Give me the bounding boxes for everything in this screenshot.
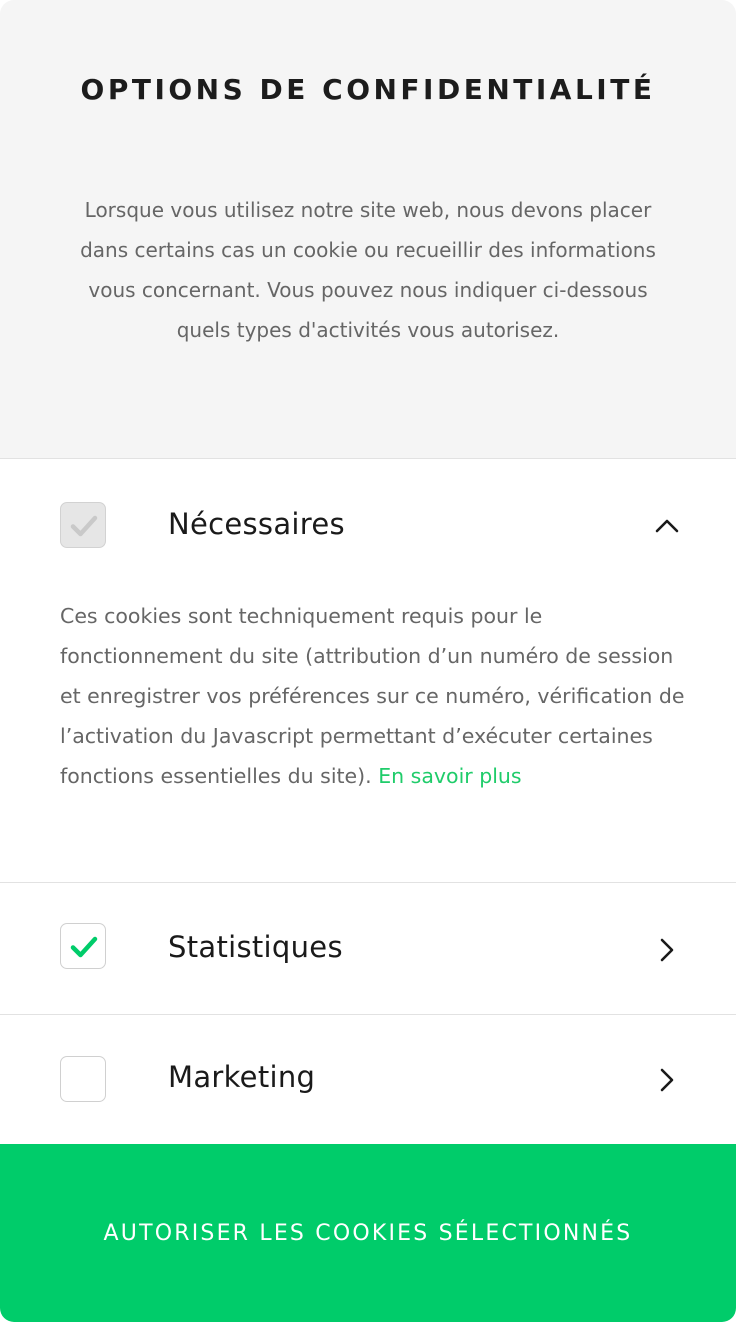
necessary-description bbox=[60, 596, 690, 796]
checkmark-icon bbox=[70, 934, 98, 960]
chevron-up-icon[interactable] bbox=[652, 511, 682, 541]
allow-selected-cookies-button[interactable]: AUTORISER LES COOKIES SÉLECTIONNÉS bbox=[0, 1144, 736, 1322]
necessary-description-text: Ces cookies sont techniquement requis pour le fonctionnement du site (attribution d’un numéro de session et enregistrer vos préférences sur ce numéro, vérification de l’activation du Javascript permettant d’exécuter certaines fonctions essentielles du site). bbox=[60, 604, 685, 788]
modal-title bbox=[0, 68, 736, 112]
modal-header bbox=[0, 0, 736, 459]
statistics-label[interactable]: Statistiques bbox=[168, 930, 343, 964]
category-statistics bbox=[0, 883, 736, 1015]
modal-title-text: OPTIONS DE CONFIDENTIALITÉ bbox=[80, 73, 656, 106]
necessary-checkbox bbox=[60, 502, 106, 548]
statistics-checkbox[interactable] bbox=[60, 923, 106, 969]
checkmark-icon bbox=[70, 513, 98, 539]
chevron-right-icon[interactable] bbox=[652, 1065, 682, 1095]
learn-more-link[interactable]: En savoir plus bbox=[378, 764, 522, 788]
category-marketing bbox=[0, 1015, 736, 1144]
category-necessary bbox=[0, 459, 736, 883]
chevron-right-icon[interactable] bbox=[652, 935, 682, 965]
marketing-label[interactable]: Marketing bbox=[168, 1060, 316, 1094]
necessary-label: Nécessaires bbox=[168, 507, 345, 541]
intro-text: Lorsque vous utilisez notre site web, nous devons placer dans certains cas un cookie ou recueillir des informations vous concernant. Vous pouvez nous indiquer ci-dessous quels types d'activités vous autorisez. bbox=[80, 198, 656, 342]
marketing-checkbox[interactable] bbox=[60, 1056, 106, 1102]
